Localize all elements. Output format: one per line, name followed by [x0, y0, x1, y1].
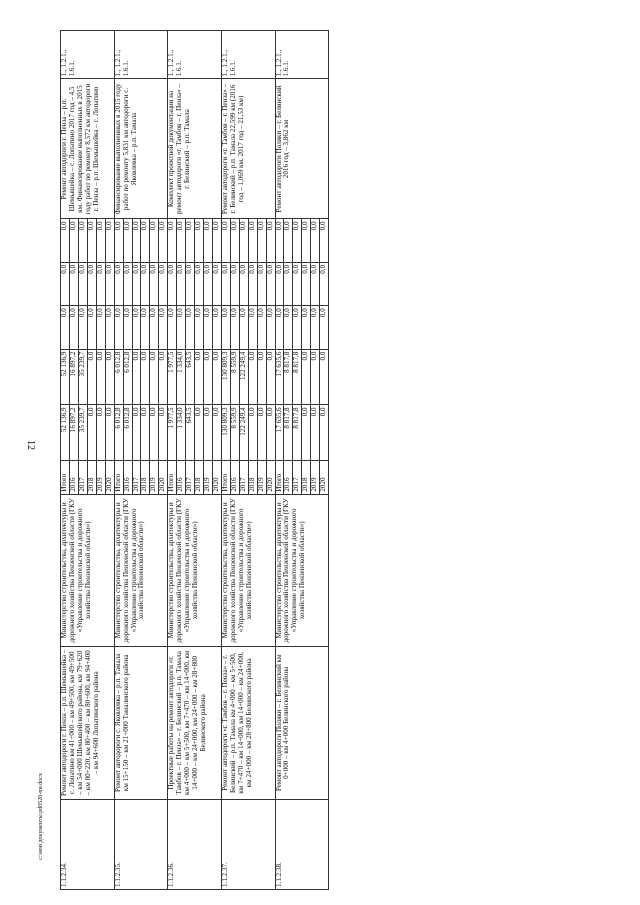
- regional-budget-cell: 0,0: [159, 349, 168, 405]
- other-sources-cell: 0,0: [105, 219, 114, 262]
- total-amount-cell: 0,0: [320, 405, 329, 461]
- federal-budget-cell: 0,0: [257, 306, 266, 349]
- other-sources-cell: 0,0: [114, 219, 123, 262]
- regional-budget-cell: 1 977,5: [168, 349, 177, 405]
- other-sources-cell: 0,0: [132, 219, 141, 262]
- total-amount-cell: 52 136,9: [61, 405, 70, 461]
- regional-budget-cell: 0,0: [96, 349, 105, 405]
- total-amount-cell: 0,0: [266, 405, 275, 461]
- year-cell: 2019: [96, 461, 105, 494]
- regional-budget-cell: 0,0: [105, 349, 114, 405]
- year-cell: 2020: [105, 461, 114, 494]
- local-budget-cell: 0,0: [275, 262, 284, 305]
- federal-budget-cell: 0,0: [150, 306, 159, 349]
- other-sources-cell: 0,0: [150, 219, 159, 262]
- other-sources-cell: 0,0: [257, 219, 266, 262]
- local-budget-cell: 0,0: [221, 262, 230, 305]
- local-budget-cell: 0,0: [293, 262, 302, 305]
- local-budget-cell: 0,0: [123, 262, 132, 305]
- table-row: [221, 31, 230, 890]
- expected-result: Ремонт автодороги Поляки – г. Белинский 2016 год – 3,862 км: [275, 79, 329, 219]
- local-budget-cell: 0,0: [320, 262, 329, 305]
- local-budget-cell: 0,0: [186, 262, 195, 305]
- total-amount-cell: 0,0: [311, 405, 320, 461]
- year-cell: 2017: [132, 461, 141, 494]
- total-amount-cell: 1 334,0: [177, 405, 186, 461]
- total-amount-cell: 0,0: [248, 405, 257, 461]
- federal-budget-cell: 0,0: [221, 306, 230, 349]
- local-budget-cell: 0,0: [195, 262, 204, 305]
- local-budget-cell: 0,0: [168, 262, 177, 305]
- federal-budget-cell: 0,0: [311, 306, 320, 349]
- year-cell: 2016: [123, 461, 132, 494]
- federal-budget-cell: 0,0: [302, 306, 311, 349]
- year-cell: 2020: [212, 461, 221, 494]
- federal-budget-cell: 0,0: [284, 306, 293, 349]
- year-cell: 2016: [284, 461, 293, 494]
- total-amount-cell: 0,0: [96, 405, 105, 461]
- table-row: [61, 31, 70, 890]
- year-cell: 2019: [257, 461, 266, 494]
- year-cell: 2020: [159, 461, 168, 494]
- federal-budget-cell: 0,0: [266, 306, 275, 349]
- regional-budget-cell: 8 817,8: [284, 349, 293, 405]
- year-cell: 2016: [69, 461, 78, 494]
- year-cell: Итого: [275, 461, 284, 494]
- federal-budget-cell: 0,0: [275, 306, 284, 349]
- other-sources-cell: 0,0: [168, 219, 177, 262]
- regional-budget-cell: 35 239,7: [78, 349, 87, 405]
- federal-budget-cell: 0,0: [320, 306, 329, 349]
- federal-budget-cell: 0,0: [204, 306, 213, 349]
- year-cell: Итого: [221, 461, 230, 494]
- other-sources-cell: 0,0: [123, 219, 132, 262]
- executor: Министерство строительства, архитектуры и дорожного хозяйства Пензенской области (ГКУ «Управление строительства и дорожного хозяйства Пензенской области»): [221, 494, 275, 646]
- other-sources-cell: 0,0: [320, 219, 329, 262]
- other-sources-cell: 0,0: [230, 219, 239, 262]
- regional-budget-cell: 0,0: [311, 349, 320, 405]
- expected-result: Ремонт автодороги г. Пенза – р.п. Шемышейка – с. Лопатино 2017 год – 4,5 км. Финансирование выполненных в 2015 году работ по ремонту 8,572 км автодороги г. Пенза – р.п. Шемышейка – с. Лопатино: [61, 79, 115, 219]
- regional-budget-cell: 8 559,9: [230, 349, 239, 405]
- total-amount-cell: 0,0: [302, 405, 311, 461]
- other-sources-cell: 0,0: [266, 219, 275, 262]
- row-code: 1.1.2.38.: [275, 799, 329, 889]
- other-sources-cell: 0,0: [221, 219, 230, 262]
- local-budget-cell: 0,0: [302, 262, 311, 305]
- other-sources-cell: 0,0: [61, 219, 70, 262]
- total-amount-cell: 8 817,8: [284, 405, 293, 461]
- row-code: 1.1.2.35.: [114, 799, 168, 889]
- total-amount-cell: 122 249,4: [239, 405, 248, 461]
- regional-budget-cell: 0,0: [257, 349, 266, 405]
- total-amount-cell: 1 977,5: [168, 405, 177, 461]
- year-cell: 2020: [320, 461, 329, 494]
- indicator-refs: 1., 1.2.1., 1.6.1.: [275, 31, 329, 79]
- footer-file-path: c:\мои документы\pd0520-пи.docx: [38, 773, 44, 860]
- total-amount-cell: 643,5: [186, 405, 195, 461]
- program-table: [60, 30, 329, 890]
- federal-budget-cell: 0,0: [293, 306, 302, 349]
- regional-budget-cell: 0,0: [212, 349, 221, 405]
- year-cell: 2018: [195, 461, 204, 494]
- total-amount-cell: 0,0: [87, 405, 96, 461]
- regional-budget-cell: 0,0: [141, 349, 150, 405]
- year-cell: Итого: [61, 461, 70, 494]
- total-amount-cell: 35 239,7: [78, 405, 87, 461]
- rotated-table-area: [60, 30, 580, 890]
- year-cell: 2017: [186, 461, 195, 494]
- total-amount-cell: 6 012,8: [123, 405, 132, 461]
- regional-budget-cell: 52 136,9: [61, 349, 70, 405]
- local-budget-cell: 0,0: [248, 262, 257, 305]
- row-code: 1.1.2.36.: [168, 799, 222, 889]
- year-cell: 2018: [248, 461, 257, 494]
- total-amount-cell: 6 012,8: [114, 405, 123, 461]
- expected-result: Комплект проектной документации на ремонт автодороги «г. Тамбов – г. Пенза» – г. Белинский – р.п. Тамала: [168, 79, 222, 219]
- local-budget-cell: 0,0: [266, 262, 275, 305]
- total-amount-cell: 0,0: [212, 405, 221, 461]
- local-budget-cell: 0,0: [141, 262, 150, 305]
- year-cell: 2019: [204, 461, 213, 494]
- table-row: [168, 31, 177, 890]
- regional-budget-cell: 0,0: [302, 349, 311, 405]
- federal-budget-cell: 0,0: [87, 306, 96, 349]
- regional-budget-cell: 130 809,3: [221, 349, 230, 405]
- year-cell: 2019: [311, 461, 320, 494]
- other-sources-cell: 0,0: [204, 219, 213, 262]
- federal-budget-cell: 0,0: [195, 306, 204, 349]
- other-sources-cell: 0,0: [96, 219, 105, 262]
- other-sources-cell: 0,0: [195, 219, 204, 262]
- table-row: [275, 31, 284, 890]
- regional-budget-cell: 0,0: [266, 349, 275, 405]
- federal-budget-cell: 0,0: [186, 306, 195, 349]
- total-amount-cell: 17 635,6: [275, 405, 284, 461]
- federal-budget-cell: 0,0: [114, 306, 123, 349]
- local-budget-cell: 0,0: [212, 262, 221, 305]
- year-cell: 2017: [78, 461, 87, 494]
- other-sources-cell: 0,0: [141, 219, 150, 262]
- federal-budget-cell: 0,0: [239, 306, 248, 349]
- total-amount-cell: 16 897,2: [69, 405, 78, 461]
- local-budget-cell: 0,0: [114, 262, 123, 305]
- regional-budget-cell: 122 249,4: [239, 349, 248, 405]
- local-budget-cell: 0,0: [311, 262, 320, 305]
- other-sources-cell: 0,0: [275, 219, 284, 262]
- total-amount-cell: 0,0: [204, 405, 213, 461]
- year-cell: 2020: [266, 461, 275, 494]
- federal-budget-cell: 0,0: [105, 306, 114, 349]
- regional-budget-cell: 0,0: [87, 349, 96, 405]
- federal-budget-cell: 0,0: [69, 306, 78, 349]
- local-budget-cell: 0,0: [96, 262, 105, 305]
- indicator-refs: 1., 1.2.1., 1.6.1.: [114, 31, 168, 79]
- indicator-refs: 1., 1.2.1., 1.6.1.: [61, 31, 115, 79]
- federal-budget-cell: 0,0: [168, 306, 177, 349]
- regional-budget-cell: 0,0: [204, 349, 213, 405]
- row-code: 1.1.2.34.: [61, 799, 115, 889]
- other-sources-cell: 0,0: [248, 219, 257, 262]
- executor: Министерство строительства, архитектуры и дорожного хозяйства Пензенской области (ГКУ «Управление строительства и дорожного хозяйства Пензенской области»): [61, 494, 115, 646]
- expected-result: Ремонт автодороги «г. Тамбов – г. Пенза» – г. Белинский – р.п. Тамала 22,599 км (2016 год – 1,069 км, 2017 год – 21,53 км): [221, 79, 275, 219]
- federal-budget-cell: 0,0: [96, 306, 105, 349]
- regional-budget-cell: 0,0: [320, 349, 329, 405]
- local-budget-cell: 0,0: [61, 262, 70, 305]
- activity-name: Ремонт автодороги г. Пенза – р.п. Шемышейка – с. Лопатино км 41+000 – км 49+500, км 49+500 – км 54+000 Шемышейского района, км 79+620 – км 80+220, км 80+400 – км 80+600, км 94+400 – км 94+600 Лопатинского района: [61, 647, 115, 799]
- federal-budget-cell: 0,0: [132, 306, 141, 349]
- local-budget-cell: 0,0: [177, 262, 186, 305]
- local-budget-cell: 0,0: [105, 262, 114, 305]
- indicator-refs: 1., 1.2.1., 1.6.1.: [221, 31, 275, 79]
- federal-budget-cell: 0,0: [248, 306, 257, 349]
- total-amount-cell: 8 817,8: [293, 405, 302, 461]
- row-code: 1.1.2.37.: [221, 799, 275, 889]
- other-sources-cell: 0,0: [284, 219, 293, 262]
- other-sources-cell: 0,0: [311, 219, 320, 262]
- local-budget-cell: 0,0: [159, 262, 168, 305]
- other-sources-cell: 0,0: [177, 219, 186, 262]
- other-sources-cell: 0,0: [87, 219, 96, 262]
- regional-budget-cell: 0,0: [195, 349, 204, 405]
- regional-budget-cell: 8 817,8: [293, 349, 302, 405]
- executor: Министерство строительства, архитектуры и дорожного хозяйства Пензенской области (ГКУ «Управление строительства и дорожного хозяйства Пензенской области»): [114, 494, 168, 646]
- total-amount-cell: 0,0: [150, 405, 159, 461]
- local-budget-cell: 0,0: [87, 262, 96, 305]
- other-sources-cell: 0,0: [78, 219, 87, 262]
- other-sources-cell: 0,0: [212, 219, 221, 262]
- local-budget-cell: 0,0: [204, 262, 213, 305]
- total-amount-cell: 0,0: [141, 405, 150, 461]
- local-budget-cell: 0,0: [239, 262, 248, 305]
- activity-name: Ремонт автодороги Поляки – г. Белинский км 0+000 – км 4+000 Белинского района: [275, 647, 329, 799]
- year-cell: 2017: [293, 461, 302, 494]
- local-budget-cell: 0,0: [230, 262, 239, 305]
- page-number: 12: [25, 440, 36, 450]
- year-cell: 2019: [150, 461, 159, 494]
- regional-budget-cell: 17 635,6: [275, 349, 284, 405]
- other-sources-cell: 0,0: [302, 219, 311, 262]
- total-amount-cell: 0,0: [132, 405, 141, 461]
- year-cell: 2018: [87, 461, 96, 494]
- local-budget-cell: 0,0: [150, 262, 159, 305]
- year-cell: Итого: [114, 461, 123, 494]
- table-body: [61, 31, 329, 890]
- regional-budget-cell: 0,0: [132, 349, 141, 405]
- federal-budget-cell: 0,0: [230, 306, 239, 349]
- activity-name: Ремонт автодороги «г. Тамбов – г. Пенза» – г. Белинский – р.п. Тамала км 4+000 – км 5+500, км 7+470 – км 14+000, км 14+000 – км 24+000, км 24+000 – км 28+800 Белинского района: [221, 647, 275, 799]
- expected-result: Финансирование выполненных в 2015 году работ по ремонту 5,831 км автодороги с. Яковлевка – р.п. Тамала: [114, 79, 168, 219]
- activity-name: Проектные работы на ремонт автодороги «г. Тамбов – г. Пенза» – г. Белинский – р.п. Тамала км 4+000 – км 5+500, км 7+470 – км 14+000, км 14+000 – км 24+000, км 24+000 – км 28+800 Белинского района: [168, 647, 222, 799]
- local-budget-cell: 0,0: [69, 262, 78, 305]
- federal-budget-cell: 0,0: [159, 306, 168, 349]
- total-amount-cell: 8 559,9: [230, 405, 239, 461]
- total-amount-cell: 0,0: [195, 405, 204, 461]
- table-row: [114, 31, 123, 890]
- year-cell: 2018: [302, 461, 311, 494]
- regional-budget-cell: 6 012,8: [114, 349, 123, 405]
- other-sources-cell: 0,0: [69, 219, 78, 262]
- year-cell: 2018: [141, 461, 150, 494]
- other-sources-cell: 0,0: [293, 219, 302, 262]
- local-budget-cell: 0,0: [284, 262, 293, 305]
- total-amount-cell: 0,0: [257, 405, 266, 461]
- regional-budget-cell: 0,0: [248, 349, 257, 405]
- year-cell: 2016: [230, 461, 239, 494]
- regional-budget-cell: 643,5: [186, 349, 195, 405]
- federal-budget-cell: 0,0: [177, 306, 186, 349]
- year-cell: 2016: [177, 461, 186, 494]
- local-budget-cell: 0,0: [132, 262, 141, 305]
- regional-budget-cell: 16 897,2: [69, 349, 78, 405]
- year-cell: 2017: [239, 461, 248, 494]
- total-amount-cell: 0,0: [159, 405, 168, 461]
- regional-budget-cell: 6 012,8: [123, 349, 132, 405]
- federal-budget-cell: 0,0: [141, 306, 150, 349]
- total-amount-cell: 130 809,3: [221, 405, 230, 461]
- total-amount-cell: 0,0: [105, 405, 114, 461]
- regional-budget-cell: 0,0: [150, 349, 159, 405]
- local-budget-cell: 0,0: [257, 262, 266, 305]
- executor: Министерство строительства, архитектуры и дорожного хозяйства Пензенской области (ГКУ «Управление строительства и дорожного хозяйства Пензенской области»): [168, 494, 222, 646]
- indicator-refs: 1., 1.2.1., 1.6.1.: [168, 31, 222, 79]
- other-sources-cell: 0,0: [186, 219, 195, 262]
- local-budget-cell: 0,0: [78, 262, 87, 305]
- federal-budget-cell: 0,0: [212, 306, 221, 349]
- other-sources-cell: 0,0: [159, 219, 168, 262]
- activity-name: Ремонт автодороги с. Яковлевка – р.п. Тамала км 15+150 – км 21+000 Тамалинского района: [114, 647, 168, 799]
- year-cell: Итого: [168, 461, 177, 494]
- federal-budget-cell: 0,0: [78, 306, 87, 349]
- federal-budget-cell: 0,0: [61, 306, 70, 349]
- regional-budget-cell: 1 334,0: [177, 349, 186, 405]
- federal-budget-cell: 0,0: [123, 306, 132, 349]
- other-sources-cell: 0,0: [239, 219, 248, 262]
- executor: Министерство строительства, архитектуры и дорожного хозяйства Пензенской области (ГКУ «Управление строительства и дорожного хозяйства Пензенской области»): [275, 494, 329, 646]
